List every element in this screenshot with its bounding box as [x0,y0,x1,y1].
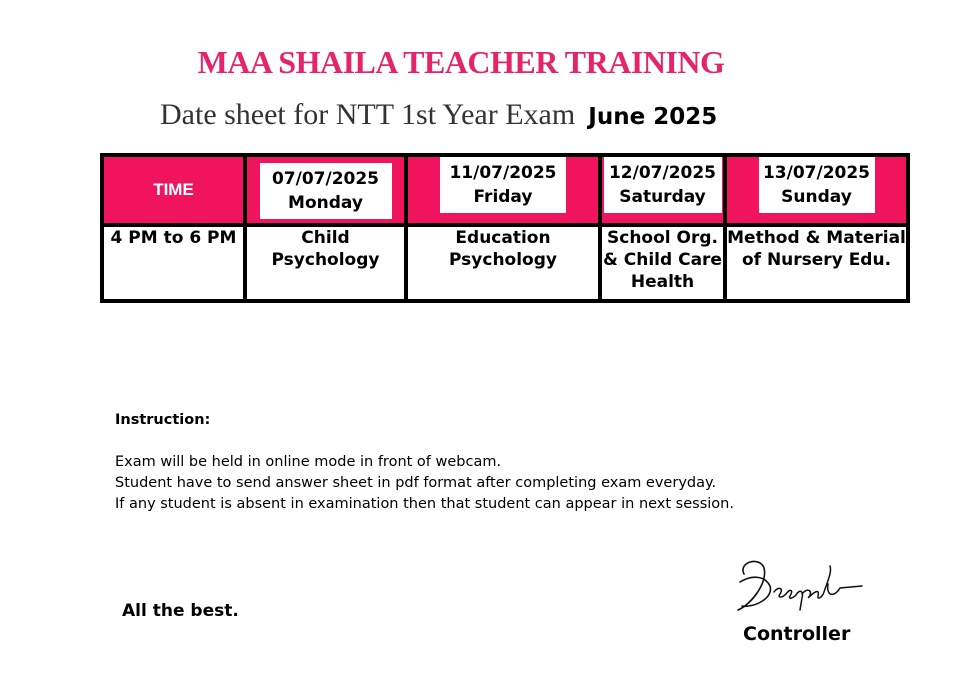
exam-date: 07/07/2025 [271,169,380,189]
date-sheet-subtitle [160,98,717,132]
exam-date: 12/07/2025 [608,163,717,183]
table-header-row [102,155,908,225]
time-cell [102,225,245,301]
instruction-line: Exam will be held in online mode in front of webcam. [115,454,502,470]
date-box [604,157,722,213]
date-box [260,163,392,219]
exam-date: 13/07/2025 [762,163,871,183]
subtitle-text: Date sheet for NTT 1st Year Exam [160,98,576,131]
subject-name-line: of Nursery Edu. [741,250,892,270]
instructions-heading: Instruction: [115,412,211,428]
instruction-line: If any student is absent in examination then that student can appear in next session. [115,496,734,512]
instruction-line: Student have to send answer sheet in pdf format after completing exam everyday. [115,475,717,491]
signature-image [730,552,870,616]
date-header-cell [406,155,600,225]
exam-day: Sunday [781,187,852,207]
date-header-cell [600,155,725,225]
exam-day: Monday [288,193,363,213]
subject-name: Child Psychology [271,228,380,270]
subject-name-line: Method & Material [727,228,906,248]
time-header: TIME [153,180,194,199]
subject-cell [245,225,406,301]
date-box [440,157,566,213]
exam-date: 11/07/2025 [449,163,557,183]
instructions-block [115,410,734,515]
subject-name-line: School Org. [607,228,718,248]
subject-cell [600,225,725,301]
exam-day: Saturday [619,187,706,207]
date-box [759,157,875,213]
closing-wish: All the best. [122,601,239,621]
exam-schedule-table [100,153,910,303]
exam-day: Friday [473,187,533,207]
exam-time: 4 PM to 6 PM [110,228,237,248]
date-header-cell [725,155,908,225]
subject-name: Education Psychology [449,228,557,270]
subtitle-month: June 2025 [588,104,718,130]
table-row [102,225,908,301]
subject-name-line: & Child Care [603,250,722,270]
subject-cell [725,225,908,301]
subject-cell [406,225,600,301]
date-header-cell [245,155,406,225]
institute-title: MAA SHAILA TEACHER TRAINING [197,44,725,80]
subject-name-line: Health [630,272,695,292]
signatory-role: Controller [743,623,851,645]
time-header-cell [102,155,245,225]
